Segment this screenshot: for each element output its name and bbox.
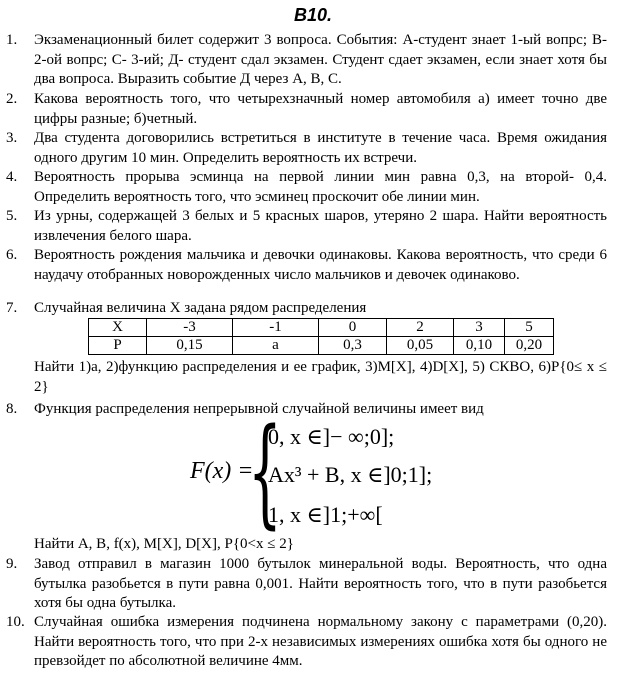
item-text: Завод отправил в магазин 1000 бутылок минеральной воды. Вероятность, что одна бутылка разобьется в пути равна 0,001. Найти вероятность того, что в пути разобьется хотя бы одна бутылка. <box>34 556 607 611</box>
table-cell: 0,20 <box>505 337 554 355</box>
table-cell: а <box>233 337 319 355</box>
item-task-text: Найти A, B, f(x), M[X], D[X], P{0<x ≤ 2} <box>34 536 294 552</box>
item-number: 6. <box>6 247 18 263</box>
item-number: 3. <box>6 130 18 146</box>
formula-case: 1, x ∈]1;+∞[ <box>268 502 383 527</box>
item-number: 9. <box>6 556 18 572</box>
item-number: 5. <box>6 208 18 224</box>
item-number: 1. <box>6 32 18 48</box>
item-text: Случайная ошибка измерения подчинена нормальному закону с параметрами (0,20). Найти вероятность того, что при 2-х независимых измерениях ошибка хотя бы одного не превзойдет по абсолютной величине 4мм. <box>34 614 607 669</box>
table-cell: -1 <box>233 319 319 337</box>
item-text: Какова вероятность того, что четырехзначный номер автомобиля а) имеет точно две цифры разные; б)четный. <box>34 91 607 127</box>
table-cell: 0,10 <box>454 337 505 355</box>
table-row <box>89 337 554 355</box>
item-number: 10. <box>6 614 25 630</box>
item-number: 7. <box>6 300 18 316</box>
item-number: 2. <box>6 91 18 107</box>
item-text: Функция распределения непрерывной случайной величины имеет вид <box>34 401 484 417</box>
formula-case: Ax³ + B, x ∈]0;1]; <box>268 462 433 487</box>
item-text: Вероятность прорыва эсминца на первой линии мин равна 0,3, на второй- 0,4. Определить вероятность того, что эсминец проскочит обе линии мин. <box>34 169 607 205</box>
table-cell: 2 <box>387 319 454 337</box>
formula-case: 0, x ∈]− ∞;0]; <box>268 424 395 449</box>
table-cell: Х <box>89 319 147 337</box>
table-cell: -3 <box>147 319 233 337</box>
item-task-text: Найти 1)а, 2)функцию распределения и ее график, 3)M[X], 4)D[X], 5) СКВО, 6)P{0≤ x ≤ 2} <box>34 359 607 395</box>
table-row <box>89 319 554 337</box>
item-text: Два студента договорились встретиться в институте в течение часа. Время ожидания одного другим 10 мин. Определить вероятность их встречи. <box>34 130 607 166</box>
ticket-title: B10. <box>293 5 333 25</box>
table-cell: 0,3 <box>319 337 387 355</box>
item-text: Вероятность рождения мальчика и девочки одинаковы. Какова вероятность, что среди 6 наудачу отобранных новорожденных число мальчиков и девочек одинаково. <box>34 247 607 283</box>
table-cell: 0 <box>319 319 387 337</box>
item-number: 4. <box>6 169 18 185</box>
formula-lhs: F(x) = <box>190 458 254 484</box>
item-text: Экзаменационный билет содержит 3 вопроса. События: А-студент знает 1-ый вопрс; В- 2-ой вопрс; С- 3-ий; Д- студент сдал экзамен. Студент сдает экзамен, если знает хотя бы два вопроса. Выразить событие Д через А, В, С. <box>34 32 607 87</box>
item-text: Из урны, содержащей 3 белых и 5 красных шаров, утеряно 2 шара. Найти вероятность извлечения белого шара. <box>34 208 607 244</box>
table-cell: 0,05 <box>387 337 454 355</box>
distribution-table <box>88 318 554 355</box>
left-brace: { <box>248 402 282 540</box>
table-cell: 0,15 <box>147 337 233 355</box>
item-text: Случайная величина Х задана рядом распределения <box>34 300 367 316</box>
table-cell: 5 <box>505 319 554 337</box>
table-cell: 3 <box>454 319 505 337</box>
item-number: 8. <box>6 401 18 417</box>
table-cell: Р <box>89 337 147 355</box>
